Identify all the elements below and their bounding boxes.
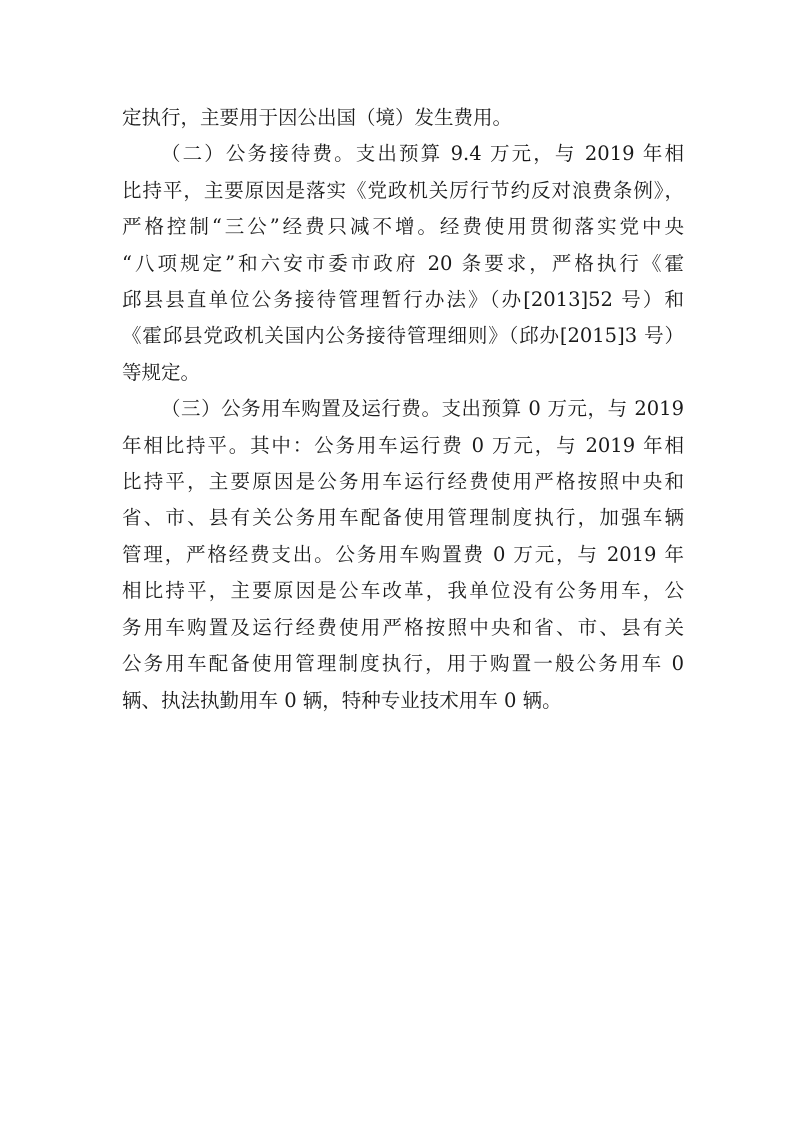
paragraph-continuation <box>122 100 684 136</box>
text-line: 管理，严格经费支出。公务用车购置费 0 万元，与 2019 年 <box>122 542 684 566</box>
text-line: 比持平，主要原因是公务用车运行经费使用严格按照中央和 <box>122 470 684 494</box>
paragraph-vehicle-expenses <box>122 391 684 719</box>
text-line: 定执行，主要用于因公出国（境）发生费用。 <box>122 106 513 129</box>
text-line: （二）公务接待费。支出预算 9.4 万元，与 2019 年相 <box>161 142 684 166</box>
text-line: 邱县县直单位公务接待管理暂行办法》（办[2013]52 号）和 <box>122 288 684 312</box>
text-line: 省、市、县有关公务用车配备使用管理制度执行，加强车辆 <box>122 506 684 530</box>
text-line: 严格控制“三公”经费只减不增。经费使用贯彻落实党中央 <box>122 215 684 239</box>
document-body <box>122 100 684 719</box>
text-line: 辆、执法执勤用车 0 辆，特种专业技术用车 0 辆。 <box>122 688 562 712</box>
text-line: 年相比持平。其中：公务用车运行费 0 万元，与 2019 年相 <box>122 433 684 457</box>
text-line: 相比持平，主要原因是公车改革，我单位没有公务用车，公 <box>122 579 684 603</box>
text-line: “八项规定”和六安市委市政府 20 条要求，严格执行《霍 <box>122 251 684 275</box>
text-line: 比持平，主要原因是落实《党政机关厉行节约反对浪费条例》， <box>122 178 684 202</box>
paragraph-reception-expenses <box>122 136 684 391</box>
text-line: 务用车购置及运行经费使用严格按照中央和省、市、县有关 <box>122 615 684 639</box>
text-line: 《霍邱县党政机关国内公务接待管理细则》（邱办[2015]3 号） <box>122 324 684 348</box>
text-line: 等规定。 <box>122 360 201 384</box>
text-line: （三）公务用车购置及运行费。支出预算 0 万元，与 2019 <box>161 397 684 421</box>
text-line: 公务用车配备使用管理制度执行，用于购置一般公务用车 0 <box>122 652 684 676</box>
